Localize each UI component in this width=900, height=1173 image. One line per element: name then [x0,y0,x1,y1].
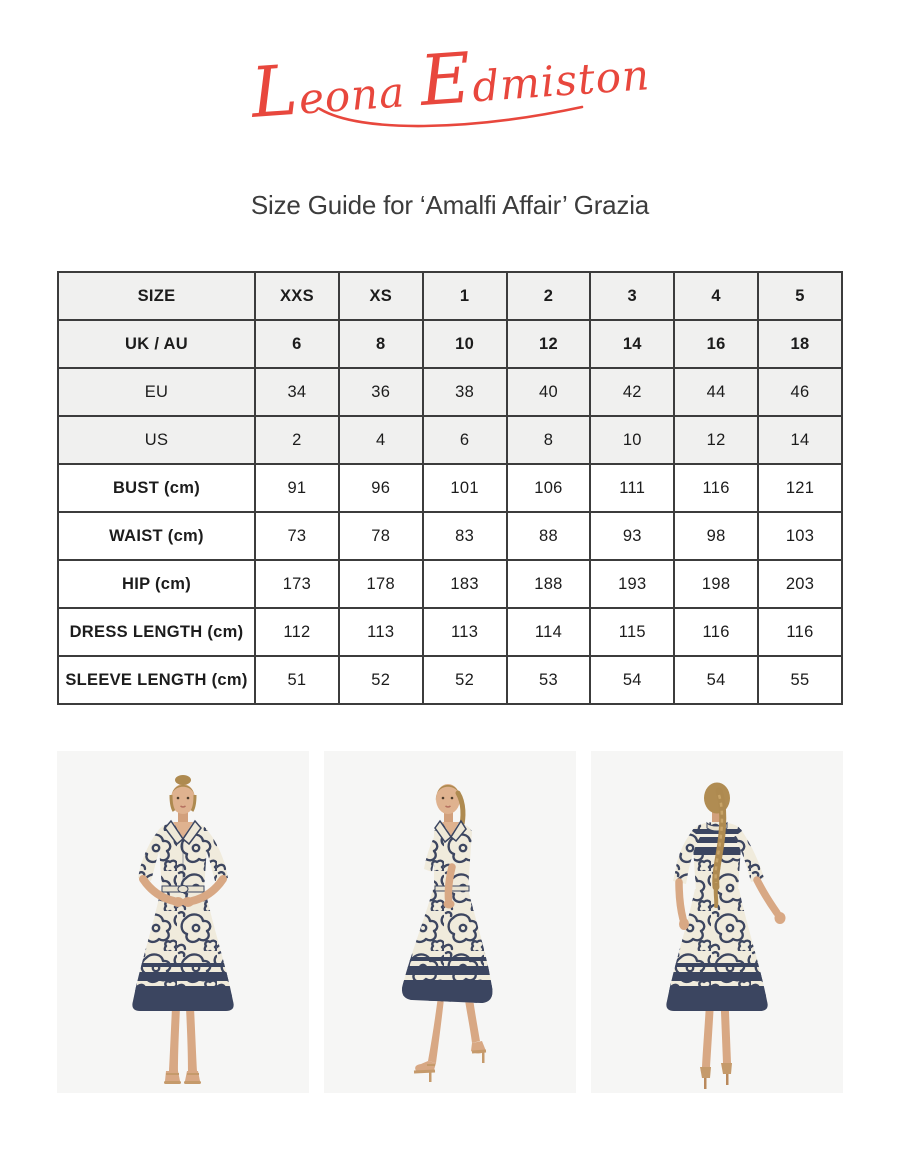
row-label: US [58,416,255,464]
size-value-cell: 96 [339,464,423,512]
size-value-cell: 78 [339,512,423,560]
size-column-header: 5 [758,272,842,320]
size-value-cell: 2 [255,416,339,464]
size-value-cell: 46 [758,368,842,416]
size-table [57,271,843,705]
size-value-cell: 116 [758,608,842,656]
size-value-cell: 115 [590,608,674,656]
size-value-cell: 88 [507,512,591,560]
size-value-cell: 183 [423,560,507,608]
size-value-cell: 12 [507,320,591,368]
product-photo-front [57,751,309,1093]
size-value-cell: 36 [339,368,423,416]
size-value-cell: 93 [590,512,674,560]
side-view-image [324,751,576,1093]
size-value-cell: 40 [507,368,591,416]
row-label: DRESS LENGTH (cm) [58,608,255,656]
table-row [58,464,842,512]
size-value-cell: 113 [423,608,507,656]
table-row [58,320,842,368]
size-value-cell: 8 [507,416,591,464]
size-value-cell: 91 [255,464,339,512]
size-value-cell: 18 [758,320,842,368]
size-value-cell: 4 [339,416,423,464]
table-row [58,368,842,416]
size-value-cell: 34 [255,368,339,416]
size-value-cell: 121 [758,464,842,512]
size-column-header: XXS [255,272,339,320]
size-value-cell: 16 [674,320,758,368]
brand-logo-word-first: Leona [248,50,407,134]
size-value-cell: 193 [590,560,674,608]
table-row [58,416,842,464]
size-value-cell: 54 [590,656,674,704]
size-value-cell: 101 [423,464,507,512]
size-value-cell: 6 [423,416,507,464]
size-value-cell: 103 [758,512,842,560]
table-header-row [58,272,842,320]
size-value-cell: 98 [674,512,758,560]
size-value-cell: 14 [758,416,842,464]
size-value-cell: 116 [674,608,758,656]
size-value-cell: 112 [255,608,339,656]
size-value-cell: 10 [590,416,674,464]
size-header-cell: SIZE [58,272,255,320]
page-title: Size Guide for ‘Amalfi Affair’ Grazia [250,190,650,220]
size-value-cell: 173 [255,560,339,608]
table-row [58,656,842,704]
size-value-cell: 6 [255,320,339,368]
table-row [58,560,842,608]
size-value-cell: 38 [423,368,507,416]
size-value-cell: 198 [674,560,758,608]
size-value-cell: 14 [590,320,674,368]
brand-logo-word-last: Edmiston [417,38,652,123]
size-column-header: 4 [674,272,758,320]
size-value-cell: 203 [758,560,842,608]
row-label: HIP (cm) [58,560,255,608]
table-row [58,512,842,560]
size-value-cell: 116 [674,464,758,512]
table-row [58,608,842,656]
row-label: WAIST (cm) [58,512,255,560]
size-value-cell: 55 [758,656,842,704]
size-column-header: 2 [507,272,591,320]
brand-logo [0,0,900,164]
size-value-cell: 54 [674,656,758,704]
product-photo-back [591,751,843,1093]
size-value-cell: 188 [507,560,591,608]
size-value-cell: 113 [339,608,423,656]
row-label: UK / AU [58,320,255,368]
size-value-cell: 12 [674,416,758,464]
size-value-cell: 178 [339,560,423,608]
brand-logo-script-text [248,32,652,134]
size-value-cell: 83 [423,512,507,560]
product-images-row [57,751,843,1093]
row-label: SLEEVE LENGTH (cm) [58,656,255,704]
size-column-header: XS [339,272,423,320]
front-view-image [57,751,309,1093]
back-view-image [591,751,843,1093]
size-column-header: 1 [423,272,507,320]
size-value-cell: 42 [590,368,674,416]
size-value-cell: 51 [255,656,339,704]
size-value-cell: 8 [339,320,423,368]
size-value-cell: 114 [507,608,591,656]
size-value-cell: 106 [507,464,591,512]
row-label: EU [58,368,255,416]
size-value-cell: 52 [423,656,507,704]
size-value-cell: 53 [507,656,591,704]
size-value-cell: 10 [423,320,507,368]
size-column-header: 3 [590,272,674,320]
product-photo-side [324,751,576,1093]
size-value-cell: 73 [255,512,339,560]
size-value-cell: 111 [590,464,674,512]
size-value-cell: 44 [674,368,758,416]
size-value-cell: 52 [339,656,423,704]
row-label: BUST (cm) [58,464,255,512]
